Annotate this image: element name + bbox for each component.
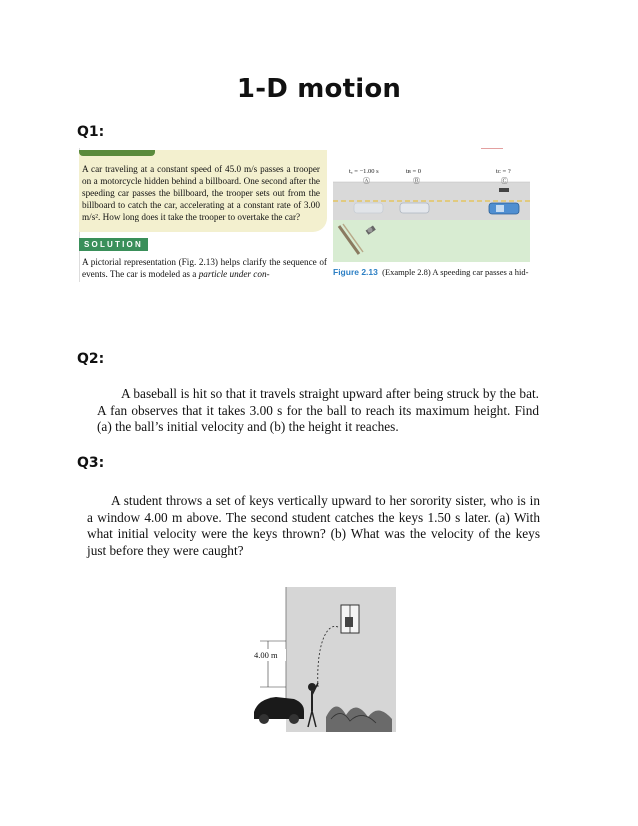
figure-caption [333,267,529,277]
solution-text-main: A pictorial representation (Fig. 2.13) helps clarify the sequence of events. The car is modeled as a [82,257,327,279]
point-label-a: Ⓐ [363,177,370,185]
q1-solution-text [82,256,327,280]
time-label-b: tʙ = 0 [406,168,422,175]
page-title: 1-D motion [236,74,402,104]
height-dimension [252,641,286,687]
caption-text: (Example 2.8) A speeding car passes a hid- [382,267,529,277]
figure-2-13 [333,160,530,262]
time-label-a: tₐ = −1.00 s [349,168,379,175]
q1-problem-text: A car traveling at a constant speed of 45.0 m/s passes a trooper on a motorcycle hidden behind a billboard. One second after the speeding car passes the billboard, the trooper sets out from the billboard to catch the car, accelerating at a constant rate of 3.00 m/s². How long does it take the trooper to overtake the car? [82,164,320,223]
window [341,605,359,633]
height-label: 4.00 m [254,650,278,660]
q1-label: Q1: [77,124,105,140]
solution-badge: SOLUTION [79,238,148,251]
point-label-c: Ⓒ [501,177,508,185]
grass [333,220,530,262]
q1-panel-tab [79,150,155,156]
caption-number: Figure 2.13 [333,267,378,277]
car-position-b [400,203,429,213]
q2-label: Q2: [77,351,105,367]
q2-text: A baseball is hit so that it travels straight upward after being struck by the bat. A fan observes that it takes 3.00 s for the ball to reach its maximum height. Find (a) the ball’s initial velocity and (b) the height it reaches. [97,386,539,434]
q3-text: A student throws a set of keys vertically upward to her sorority sister, who is in a window 4.00 m above. The second student catches the keys 1.50 s later. (a) With what initial velocity were the keys thrown? (b) What was the velocity of the keys just before they were caught? [87,493,540,558]
solution-text-italic: particle under con- [198,269,270,279]
point-label-b: Ⓑ [413,177,420,185]
time-label-c: tᴄ = ? [496,168,511,175]
q3-label: Q3: [77,455,105,471]
decorative-mark [481,148,503,149]
car-position-c [489,203,519,214]
car-icon [254,697,304,724]
car-position-a [354,203,383,213]
motorcycle-at-c [499,188,509,192]
keys-window-figure [246,587,396,732]
